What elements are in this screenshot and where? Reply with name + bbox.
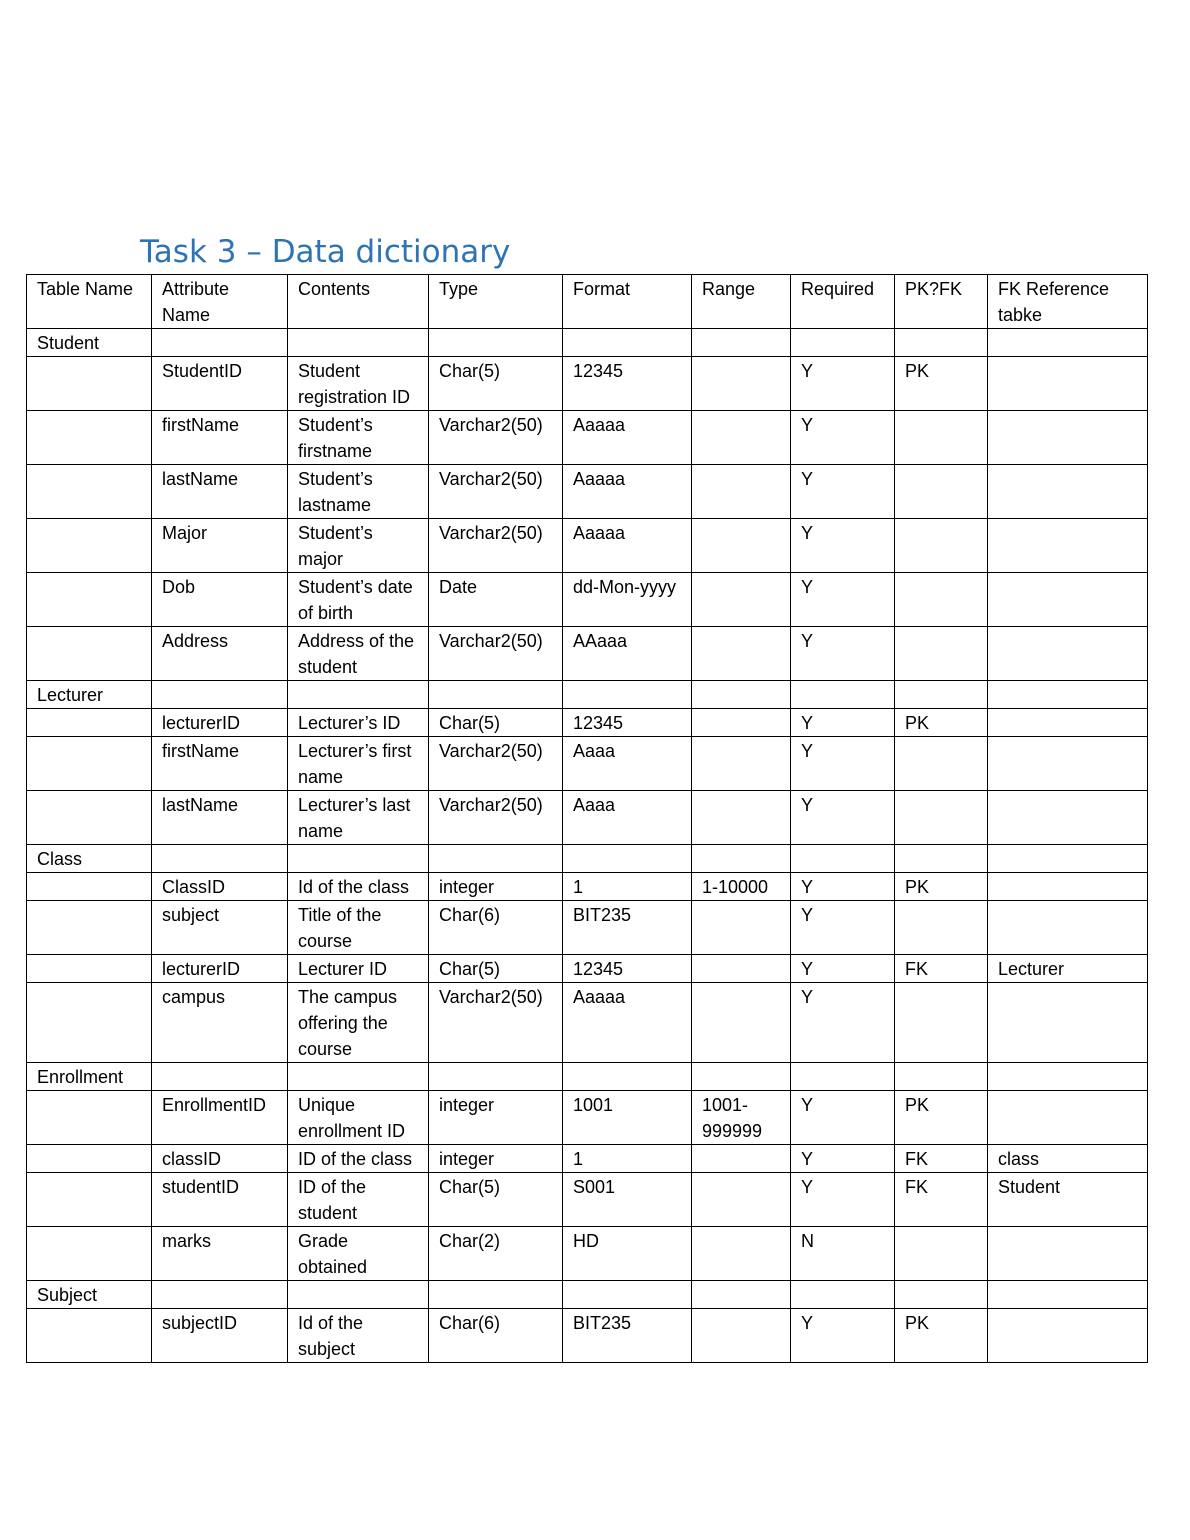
cell-required: [791, 1281, 895, 1309]
cell-format: AAaaa: [563, 627, 692, 681]
cell-range: [692, 845, 791, 873]
cell-fk-reference: [988, 1063, 1148, 1091]
cell-pk-fk: [895, 901, 988, 955]
cell-range: 1001-999999: [692, 1091, 791, 1145]
cell-range: [692, 737, 791, 791]
table-group-row: [27, 681, 1148, 709]
cell-type: Varchar2(50): [429, 627, 563, 681]
cell-fk-reference: [988, 681, 1148, 709]
cell-contents: Id of the class: [288, 873, 429, 901]
cell-range: [692, 1145, 791, 1173]
cell-range: [692, 681, 791, 709]
cell-fk-reference: class: [988, 1145, 1148, 1173]
cell-required: Y: [791, 627, 895, 681]
cell-range: [692, 1173, 791, 1227]
table-row: [27, 791, 1148, 845]
cell-attribute-name: Dob: [152, 573, 288, 627]
cell-fk-reference: [988, 1227, 1148, 1281]
cell-attribute-name: [152, 845, 288, 873]
cell-range: [692, 465, 791, 519]
cell-table-name: Class: [27, 845, 152, 873]
header-cell-range: Range: [692, 275, 791, 329]
cell-table-name: [27, 573, 152, 627]
cell-attribute-name: lastName: [152, 791, 288, 845]
cell-attribute-name: firstName: [152, 411, 288, 465]
cell-type: Varchar2(50): [429, 983, 563, 1063]
cell-table-name: [27, 1309, 152, 1363]
table-row: [27, 357, 1148, 411]
cell-fk-reference: [988, 873, 1148, 901]
table-row: [27, 1173, 1148, 1227]
cell-contents: Lecturer’s first name: [288, 737, 429, 791]
cell-attribute-name: [152, 1281, 288, 1309]
cell-type: Char(6): [429, 901, 563, 955]
cell-contents: Student registration ID: [288, 357, 429, 411]
cell-required: [791, 1063, 895, 1091]
cell-fk-reference: [988, 791, 1148, 845]
cell-table-name: [27, 465, 152, 519]
data-dictionary-table: [26, 274, 1148, 1363]
cell-attribute-name: firstName: [152, 737, 288, 791]
cell-type: Varchar2(50): [429, 791, 563, 845]
cell-range: [692, 1309, 791, 1363]
header-cell-type: Type: [429, 275, 563, 329]
cell-attribute-name: subjectID: [152, 1309, 288, 1363]
cell-contents: Lecturer’s ID: [288, 709, 429, 737]
cell-fk-reference: [988, 983, 1148, 1063]
cell-contents: Student’s date of birth: [288, 573, 429, 627]
cell-type: Date: [429, 573, 563, 627]
cell-pk-fk: [895, 1227, 988, 1281]
page-title: Task 3 – Data dictionary: [140, 234, 511, 270]
cell-attribute-name: lecturerID: [152, 709, 288, 737]
cell-required: [791, 329, 895, 357]
cell-format: [563, 845, 692, 873]
cell-fk-reference: [988, 627, 1148, 681]
cell-type: [429, 1281, 563, 1309]
cell-attribute-name: [152, 681, 288, 709]
cell-type: [429, 329, 563, 357]
cell-fk-reference: [988, 737, 1148, 791]
cell-format: 1001: [563, 1091, 692, 1145]
cell-pk-fk: [895, 411, 988, 465]
cell-format: Aaaaa: [563, 411, 692, 465]
cell-required: Y: [791, 873, 895, 901]
table-row: [27, 1309, 1148, 1363]
cell-attribute-name: [152, 1063, 288, 1091]
table-row: [27, 411, 1148, 465]
cell-pk-fk: [895, 329, 988, 357]
table-row: [27, 573, 1148, 627]
cell-pk-fk: [895, 465, 988, 519]
cell-contents: Title of the course: [288, 901, 429, 955]
cell-required: Y: [791, 709, 895, 737]
header-cell-pk-fk: PK?FK: [895, 275, 988, 329]
cell-pk-fk: PK: [895, 1309, 988, 1363]
cell-range: [692, 791, 791, 845]
cell-type: Char(2): [429, 1227, 563, 1281]
cell-table-name: [27, 519, 152, 573]
header-cell-contents: Contents: [288, 275, 429, 329]
cell-fk-reference: [988, 1281, 1148, 1309]
cell-type: Char(5): [429, 955, 563, 983]
cell-table-name: [27, 1145, 152, 1173]
cell-format: Aaaaa: [563, 465, 692, 519]
cell-required: Y: [791, 791, 895, 845]
cell-fk-reference: [988, 329, 1148, 357]
cell-pk-fk: [895, 1063, 988, 1091]
cell-fk-reference: [988, 519, 1148, 573]
cell-fk-reference: [988, 357, 1148, 411]
cell-attribute-name: Major: [152, 519, 288, 573]
table-group-row: [27, 1281, 1148, 1309]
cell-format: S001: [563, 1173, 692, 1227]
cell-range: [692, 955, 791, 983]
cell-type: Char(5): [429, 357, 563, 411]
cell-fk-reference: Lecturer: [988, 955, 1148, 983]
cell-required: [791, 681, 895, 709]
cell-fk-reference: Student: [988, 1173, 1148, 1227]
cell-contents: Student’s major: [288, 519, 429, 573]
cell-table-name: [27, 709, 152, 737]
cell-pk-fk: [895, 573, 988, 627]
cell-attribute-name: classID: [152, 1145, 288, 1173]
cell-format: 12345: [563, 357, 692, 411]
cell-table-name: [27, 1227, 152, 1281]
cell-range: [692, 627, 791, 681]
cell-fk-reference: [988, 901, 1148, 955]
cell-contents: [288, 681, 429, 709]
cell-table-name: [27, 627, 152, 681]
table-group-row: [27, 1063, 1148, 1091]
table-body: [27, 275, 1148, 1363]
cell-type: integer: [429, 1145, 563, 1173]
cell-format: BIT235: [563, 1309, 692, 1363]
cell-required: Y: [791, 465, 895, 519]
cell-table-name: [27, 1091, 152, 1145]
header-row: [27, 275, 1148, 329]
cell-attribute-name: lecturerID: [152, 955, 288, 983]
table-row: [27, 873, 1148, 901]
cell-contents: [288, 845, 429, 873]
cell-type: Varchar2(50): [429, 737, 563, 791]
cell-pk-fk: [895, 681, 988, 709]
cell-type: Char(5): [429, 709, 563, 737]
cell-attribute-name: lastName: [152, 465, 288, 519]
cell-contents: [288, 1281, 429, 1309]
cell-range: [692, 1227, 791, 1281]
table-row: [27, 709, 1148, 737]
cell-attribute-name: campus: [152, 983, 288, 1063]
cell-contents: Unique enrollment ID: [288, 1091, 429, 1145]
cell-table-name: [27, 791, 152, 845]
cell-table-name: Enrollment: [27, 1063, 152, 1091]
cell-type: Char(5): [429, 1173, 563, 1227]
cell-range: [692, 983, 791, 1063]
table-row: [27, 519, 1148, 573]
header-cell-required: Required: [791, 275, 895, 329]
cell-type: integer: [429, 1091, 563, 1145]
cell-contents: Lecturer’s last name: [288, 791, 429, 845]
cell-range: [692, 1063, 791, 1091]
cell-fk-reference: [988, 573, 1148, 627]
cell-contents: [288, 329, 429, 357]
cell-required: Y: [791, 1309, 895, 1363]
cell-format: 12345: [563, 709, 692, 737]
cell-pk-fk: FK: [895, 1173, 988, 1227]
cell-pk-fk: [895, 983, 988, 1063]
cell-format: 1: [563, 1145, 692, 1173]
cell-fk-reference: [988, 1091, 1148, 1145]
cell-required: Y: [791, 573, 895, 627]
cell-type: Varchar2(50): [429, 411, 563, 465]
cell-contents: Student’s firstname: [288, 411, 429, 465]
cell-fk-reference: [988, 709, 1148, 737]
cell-contents: ID of the student: [288, 1173, 429, 1227]
cell-required: Y: [791, 901, 895, 955]
cell-contents: Student’s lastname: [288, 465, 429, 519]
cell-type: Varchar2(50): [429, 465, 563, 519]
table-row: [27, 983, 1148, 1063]
header-cell-fk-reference: FK Reference tabke: [988, 275, 1148, 329]
cell-table-name: [27, 737, 152, 791]
cell-range: [692, 573, 791, 627]
cell-range: [692, 357, 791, 411]
cell-range: [692, 411, 791, 465]
cell-pk-fk: [895, 627, 988, 681]
cell-required: Y: [791, 411, 895, 465]
cell-required: Y: [791, 1091, 895, 1145]
cell-range: [692, 901, 791, 955]
table-row: [27, 1227, 1148, 1281]
cell-table-name: Student: [27, 329, 152, 357]
cell-contents: ID of the class: [288, 1145, 429, 1173]
cell-required: Y: [791, 519, 895, 573]
cell-pk-fk: [895, 1281, 988, 1309]
cell-contents: Lecturer ID: [288, 955, 429, 983]
cell-attribute-name: marks: [152, 1227, 288, 1281]
cell-required: Y: [791, 737, 895, 791]
cell-table-name: [27, 901, 152, 955]
cell-pk-fk: [895, 519, 988, 573]
cell-pk-fk: [895, 791, 988, 845]
cell-range: [692, 329, 791, 357]
table-row: [27, 1145, 1148, 1173]
cell-attribute-name: Address: [152, 627, 288, 681]
cell-attribute-name: ClassID: [152, 873, 288, 901]
cell-fk-reference: [988, 465, 1148, 519]
table-row: [27, 737, 1148, 791]
cell-format: [563, 681, 692, 709]
cell-table-name: [27, 955, 152, 983]
cell-format: HD: [563, 1227, 692, 1281]
cell-pk-fk: FK: [895, 1145, 988, 1173]
table-row: [27, 901, 1148, 955]
table-row: [27, 1091, 1148, 1145]
cell-attribute-name: [152, 329, 288, 357]
cell-contents: The campus offering the course: [288, 983, 429, 1063]
cell-format: Aaaa: [563, 791, 692, 845]
cell-range: [692, 709, 791, 737]
header-cell-format: Format: [563, 275, 692, 329]
table-row: [27, 955, 1148, 983]
cell-pk-fk: PK: [895, 873, 988, 901]
cell-required: Y: [791, 983, 895, 1063]
cell-format: 1: [563, 873, 692, 901]
cell-type: [429, 1063, 563, 1091]
cell-pk-fk: PK: [895, 1091, 988, 1145]
cell-pk-fk: PK: [895, 357, 988, 411]
cell-table-name: Lecturer: [27, 681, 152, 709]
table-row: [27, 627, 1148, 681]
cell-format: [563, 1281, 692, 1309]
cell-required: N: [791, 1227, 895, 1281]
cell-required: Y: [791, 955, 895, 983]
cell-range: [692, 519, 791, 573]
cell-format: BIT235: [563, 901, 692, 955]
cell-format: 12345: [563, 955, 692, 983]
cell-range: 1-10000: [692, 873, 791, 901]
cell-table-name: [27, 873, 152, 901]
cell-pk-fk: FK: [895, 955, 988, 983]
cell-fk-reference: [988, 1309, 1148, 1363]
cell-attribute-name: studentID: [152, 1173, 288, 1227]
cell-pk-fk: PK: [895, 709, 988, 737]
table-group-row: [27, 329, 1148, 357]
cell-type: integer: [429, 873, 563, 901]
cell-table-name: [27, 1173, 152, 1227]
header-cell-table-name: Table Name: [27, 275, 152, 329]
cell-contents: [288, 1063, 429, 1091]
cell-pk-fk: [895, 737, 988, 791]
cell-table-name: Subject: [27, 1281, 152, 1309]
cell-range: [692, 1281, 791, 1309]
header-cell-attribute-name: Attribute Name: [152, 275, 288, 329]
cell-table-name: [27, 411, 152, 465]
cell-type: [429, 845, 563, 873]
cell-required: Y: [791, 1145, 895, 1173]
cell-attribute-name: StudentID: [152, 357, 288, 411]
cell-format: [563, 329, 692, 357]
cell-contents: Id of the subject: [288, 1309, 429, 1363]
cell-table-name: [27, 983, 152, 1063]
cell-type: [429, 681, 563, 709]
cell-format: Aaaaa: [563, 519, 692, 573]
cell-type: Char(6): [429, 1309, 563, 1363]
cell-attribute-name: EnrollmentID: [152, 1091, 288, 1145]
cell-format: Aaaa: [563, 737, 692, 791]
table-group-row: [27, 845, 1148, 873]
cell-required: Y: [791, 1173, 895, 1227]
cell-format: Aaaaa: [563, 983, 692, 1063]
cell-fk-reference: [988, 845, 1148, 873]
cell-fk-reference: [988, 411, 1148, 465]
cell-pk-fk: [895, 845, 988, 873]
cell-format: [563, 1063, 692, 1091]
cell-contents: Grade obtained: [288, 1227, 429, 1281]
cell-attribute-name: subject: [152, 901, 288, 955]
cell-contents: Address of the student: [288, 627, 429, 681]
cell-format: dd-Mon-yyyy: [563, 573, 692, 627]
table-row: [27, 465, 1148, 519]
cell-required: Y: [791, 357, 895, 411]
cell-required: [791, 845, 895, 873]
cell-table-name: [27, 357, 152, 411]
cell-type: Varchar2(50): [429, 519, 563, 573]
